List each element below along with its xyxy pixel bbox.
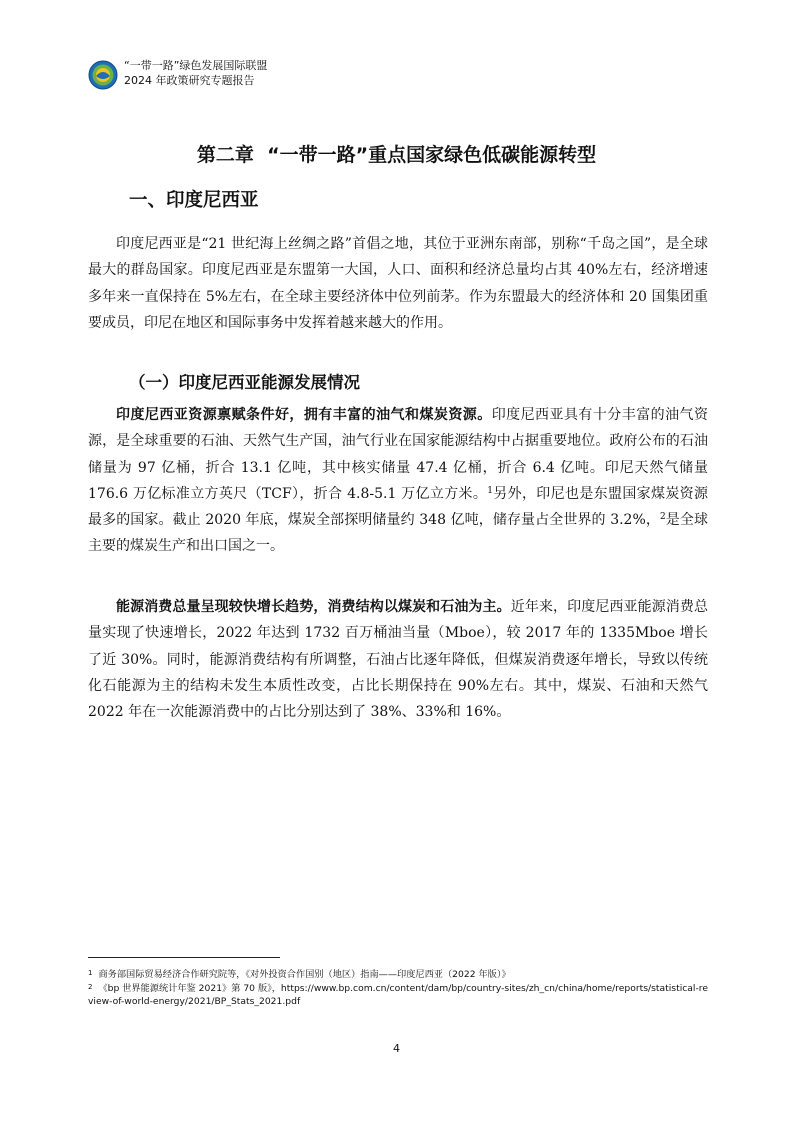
paragraph-text: 近年来，印度尼西亚能源消费总量实现了快速增长，2022 年达到 1732 百万桶油当量（Mboe），较 2017 年的 1335Mboe 增长了近 30%。同时，能源消费结构有所调整，石油占比逐年降低，但煤炭消费逐年增长，导致以传统化石能源为主的结构未发生本质性改变，占比长期保持在 90%左右。其中，煤炭、石油和天然气 2022 年在一次能源消费中的占比分别达到了 38%、33%和 16%。 xyxy=(88,599,709,721)
page-number: 4 xyxy=(393,1042,400,1055)
footnote xyxy=(88,967,713,981)
subsection-heading: （一）印度尼西亚能源发展情况 xyxy=(129,373,360,392)
alliance-logo-icon xyxy=(88,60,118,90)
footnote-number: 2 xyxy=(88,983,93,991)
paragraph-text: 另外，印尼也是东盟国家煤炭资源最多的国家。截止 2020 年底，煤炭全部探明储量约 348 亿吨，储存量占全世界的 3.2%， xyxy=(88,485,709,529)
org-line-1: “一带一路”绿色发展国际联盟 xyxy=(124,59,268,72)
footnote-number: 1 xyxy=(88,969,93,977)
intro-paragraph: 印度尼西亚是“21 世纪海上丝绸之路”首倡之地，其位于亚洲东南部，别称“千岛之国”，是全球最大的群岛国家。印度尼西亚是东盟第一大国，人口、面积和经济总量均占其 40%左右，经济增速多年来一直保持在 5%左右，在全球主要经济体中位列前茅。作为东盟最大的经济体和 20 国集团重要成员，印尼在地区和国际事务中发挥着越来越大的作用。 xyxy=(88,236,708,331)
footnote-text: 《bp 世界能源统计年鉴 2021》第 70 版》，https://www.bp.com.cn/content/dam/bp/country-sites/zh_cn/china/home/reports/statistical-review-of-world-energy/2021/BP_Stats_2021.pdf xyxy=(88,983,709,1007)
footnote-divider xyxy=(88,957,280,958)
chapter-title: 第二章 “一带一路”重点国家绿色低碳能源转型 xyxy=(196,144,597,166)
footnote-ref-1: 1 xyxy=(487,485,493,496)
paragraph-text: 印度尼西亚具有十分丰富的油气资源，是全球重要的石油、天然气生产国，油气行业在国家能源结构中占据重要地位。政府公布的石油储量为 97 亿桶，折合 13.1 亿吨，其中核实储量 47.4 亿桶，折合 6.4 亿吨。印尼天然气储量 176.6 万亿标准立方英尺（TCF），折合 4.8-5.1 万亿立方米。 xyxy=(88,407,709,502)
footnote-text: 商务部国际贸易经济合作研究院等，《对外投资合作国别（地区）指南——印度尼西亚（2022 年版）》 xyxy=(98,969,511,980)
paragraph-text: 是全球主要的煤炭生产和出口国之一。 xyxy=(88,512,709,555)
consumption-paragraph xyxy=(88,594,708,725)
paragraph-lead: 能源消费总量呈现较快增长趋势，消费结构以煤炭和石油为主。 xyxy=(116,599,511,615)
section-heading: 一、印度尼西亚 xyxy=(129,190,259,211)
footnotes xyxy=(88,967,713,1008)
organization-name xyxy=(124,58,267,88)
footnote xyxy=(88,981,713,1008)
report-title: 2024 年政策研究专题报告 xyxy=(124,74,255,87)
resources-paragraph xyxy=(88,402,708,560)
footnote-ref-2: 2 xyxy=(659,512,666,523)
paragraph-lead: 印度尼西亚资源禀赋条件好，拥有丰富的油气和煤炭资源。 xyxy=(116,407,492,423)
